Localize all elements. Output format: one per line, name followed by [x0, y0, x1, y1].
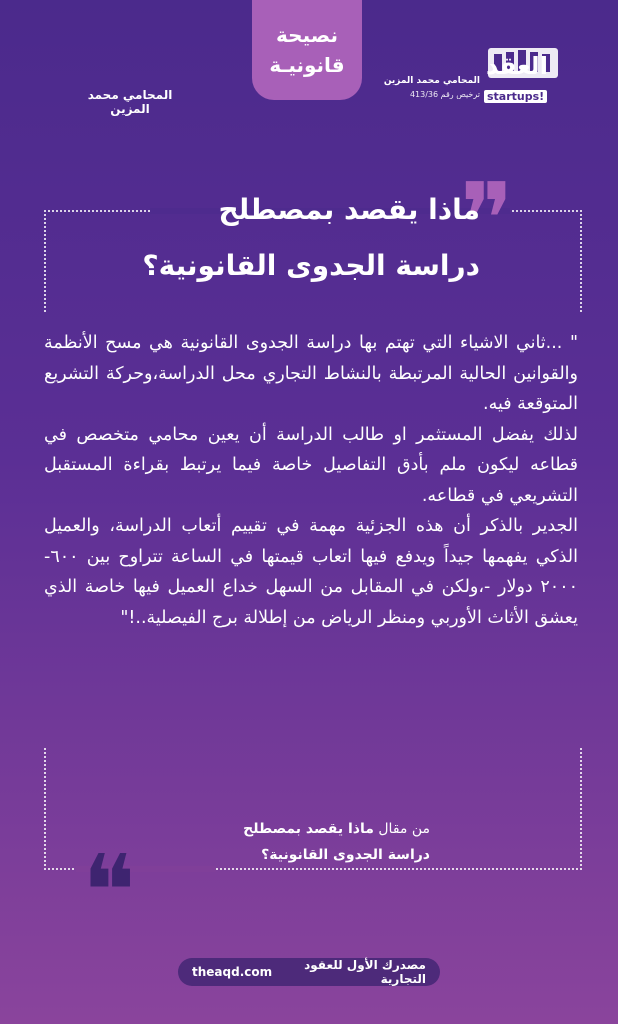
footer-tagline: مصدرك الأول للعقود التجارية [304, 958, 426, 986]
logo-author: المحامي محمد المزين [383, 76, 480, 86]
source-title-line2: دراسة الجدوى القانونية؟ [261, 847, 430, 863]
source-prefix: من مقال [378, 821, 430, 837]
page-title [80, 182, 480, 294]
logo-subtitle: startups! [484, 90, 547, 103]
close-quote-icon: ❝ [82, 833, 136, 950]
category-tab-line2: قانونيـة [269, 53, 345, 77]
logo-license: ترخيص رقم 413/36 [409, 90, 480, 99]
paragraph-3: الجدير بالذكر أن هذه الجزئية مهمة في تقييم أتعاب الدراسة، والعميل الذكي يفهمها جيداً ويدفع فيها اتعاب قيمتها في الساعة تتراوح بين ٦٠٠- ٢٠٠٠ دولار -،ولكن في المقابل من السهل خداع العميل فيها خاصة الذي يعشق الأثاث الأوربي ومنظر الرياض من إطلالة برج الفيصلية..!" [44, 516, 578, 628]
paragraph-2: لذلك يفضل المستثمر او طالب الدراسة أن يعين محامي متخصص في قطاعه ليكون ملم بأدق التفاصيل خاصة فيما يرتبط بقراءة المستقبل التشريعي في قطاعه. [44, 424, 578, 506]
footer-url[interactable]: theaqd.com [192, 965, 273, 979]
author-name: المحامي محمد المزين [87, 88, 173, 116]
category-tab [252, 0, 362, 100]
article-body [44, 328, 578, 633]
title-line1: ماذا يقصد بمصطلح [218, 193, 480, 226]
footer-bar [178, 958, 440, 986]
logo-word: العقد [486, 52, 548, 80]
category-tab-line1: نصيحة [276, 23, 338, 47]
open-quote-icon: ❞ [460, 161, 514, 278]
source-title-line1: ماذا يقصد بمصطلح [243, 821, 374, 837]
source-citation [150, 816, 430, 868]
title-line2: دراسة الجدوى القانونية؟ [142, 249, 480, 282]
paragraph-1: " ...ثاني الاشياء التي تهتم بها دراسة الجدوى القانونية هي مسح الأنظمة والقوانين الحالية المرتبطة بالنشاط التجاري محل الدراسة،وحركة التشريع المتوقعة فيه. [44, 333, 578, 414]
